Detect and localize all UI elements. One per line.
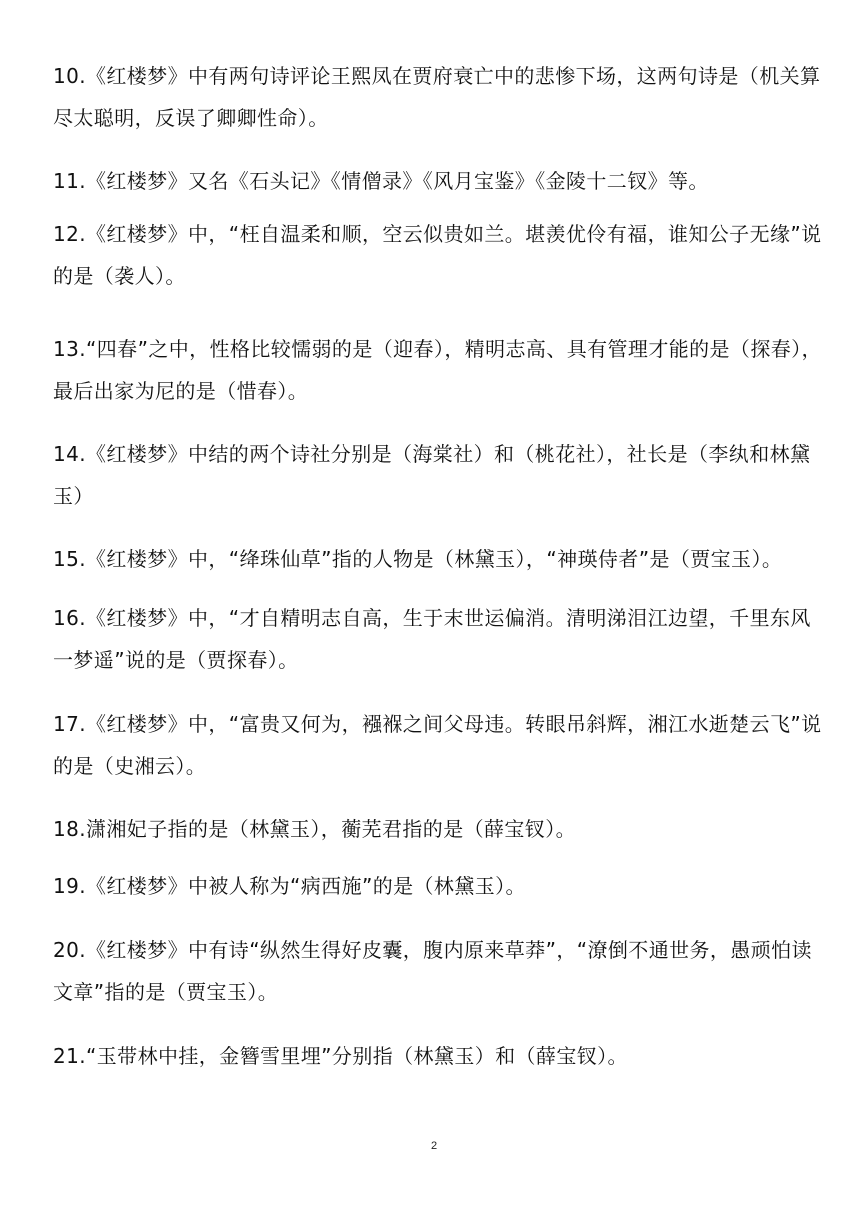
question-15: 15.《红楼梦》中，“绛珠仙草”指的人物是（林黛玉），“神瑛侍者”是（贾宝玉）。 <box>53 547 783 571</box>
question-12: 12.《红楼梦》中，“枉自温柔和顺，空云似贵如兰。堪羡优伶有福，谁知公子无缘”说的是（袭人）。 <box>53 222 822 288</box>
question-19: 19.《红楼梦》中被人称为“病西施”的是（林黛玉）。 <box>53 874 526 898</box>
question-18: 18.潇湘妃子指的是（林黛玉），蘅芜君指的是（薛宝钗）。 <box>53 817 577 841</box>
question-14: 14.《红楼梦》中结的两个诗社分别是（海棠社）和（桃花社），社长是（李纨和林黛玉） <box>53 442 811 508</box>
question-13: 13.“四春”之中，性格比较懦弱的是（迎春），精明志高、具有管理才能的是（探春），最后出家为尼的是（惜春）。 <box>53 337 822 403</box>
question-11: 11.《红楼梦》又名《石头记》《情僧录》《风月宝鉴》《金陵十二钗》等。 <box>53 169 709 193</box>
question-20: 20.《红楼梦》中有诗“纵然生得好皮囊，腹内原来草莽”，“潦倒不通世务，愚顽怕读文章”指的是（贾宝玉）。 <box>53 938 812 1004</box>
question-16: 16.《红楼梦》中，“才自精明志自高，生于末世运偏消。清明涕泪江边望，千里东风一梦遥”说的是（贾探春）。 <box>53 606 811 672</box>
question-10: 10.《红楼梦》中有两句诗评论王熙凤在贾府衰亡中的悲惨下场，这两句诗是（机关算尽太聪明，反误了卿卿性命）。 <box>53 64 821 130</box>
question-21: 21.“玉带林中挂，金簪雪里埋”分别指（林黛玉）和（薛宝钗）。 <box>53 1044 628 1068</box>
page-number: 2 <box>430 1140 438 1152</box>
question-17: 17.《红楼梦》中，“富贵又何为，襁褓之间父母违。转眼吊斜辉，湘江水逝楚云飞”说的是（史湘云）。 <box>53 712 822 778</box>
